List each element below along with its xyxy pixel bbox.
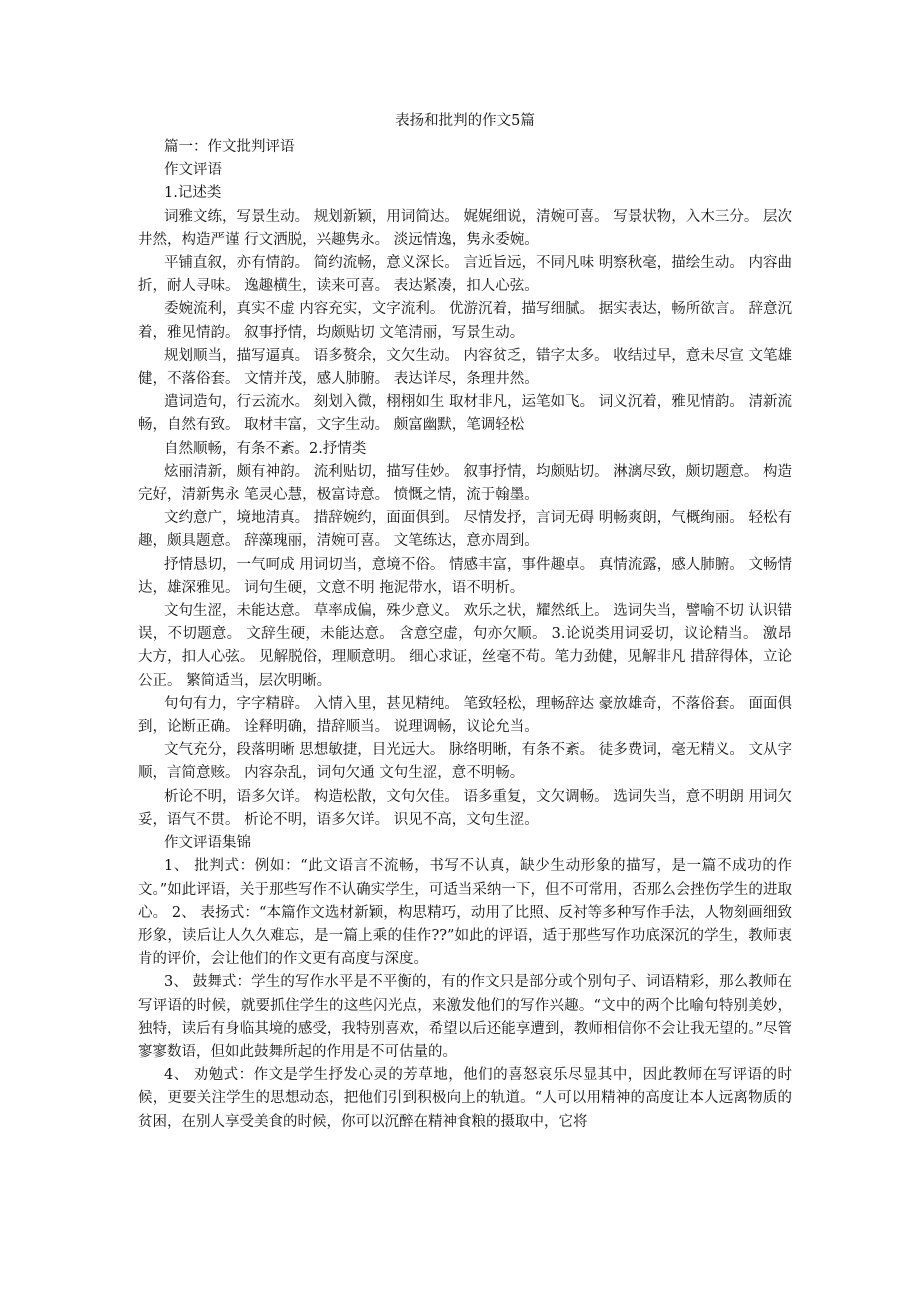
comment-paragraph: 文气充分，段落明晰 思想敏捷，目光远大。 脉络明晰，有条不紊。 徒多费词，毫无精义。 文从字顺，言简意赅。 内容杂乱，词句欠通 文句生涩，意不明畅。 <box>138 742 792 782</box>
comment-paragraph: 句句有力，字字精辟。 入情入里，甚见精纯。 笔致轻松，理畅辞达 豪放雄奇，不落俗套。 面面俱到，论断正确。 诠释明确，措辞顺当。 说理调畅，议论允当。 <box>138 695 792 736</box>
comment-paragraph: 炫丽清新，颇有神韵。 流利贴切，描写佳妙。 叙事抒情，均颇贴切。 淋漓尽致，颇切题意。 构造完好，清新隽永 笔灵心慧，极富诗意。 愤慨之情，流于翰墨。 <box>138 463 792 504</box>
comment-paragraph: 遣词造句，行云流水。 刻划入微，栩栩如生 取材非凡，运笔如飞。 词义沉着，雅见情韵。 清新流畅，自然有致。 取材丰富，文字生动。 颇富幽默，笔调轻松 <box>138 394 792 434</box>
collection-paragraph: 1、 批判式：例如：“此文语言不流畅，书写不认真，缺少生动形象的描写，是一篇不成功的作文。”如此评语，关于那些写作不认确实学生，可适当采纳一下，但不可常用，否那么会挫伤学生的进取心。 2、 表扬式：“本篇作文选材新颖，构思精巧，动用了比照、反衬等多种写作手法，人物刻画细致形象，读后让人久久难忘，是一篇上乘的佳作??”如此的评语，适于那些写作功底深沉的学生，教师衷肯的评价，会让他们的作文更有高度与深度。 <box>138 858 792 968</box>
comment-paragraph: 文约意广，境地清真。 措辞婉约，面面俱到。 尽情发抒，言词无碍 明畅爽朗，气概绚丽。 轻松有趣，颇具题意。 辞藻瑰丽，清婉可喜。 文笔练达，意亦周到。 <box>138 510 792 550</box>
section-heading-comments: 作文评语 <box>164 162 222 179</box>
subsection-heading-narrative: 1.记述类 <box>164 185 222 202</box>
comment-paragraph: 析论不明，语多欠详。 构造松散，文句欠佳。 语多重复，文欠调畅。 选词失当，意不明朗 用词欠妥，语气不贯。 析论不明，语多欠详。 识见不高，文句生涩。 <box>138 788 792 828</box>
comment-paragraph: 委婉流利，真实不虚 内容充实，文字流利。 优游沉着，描写细腻。 据实表达，畅所欲言。 辞意沉着，雅见情韵。 叙事抒情，均颇贴切 文笔清丽，写景生动。 <box>138 301 792 341</box>
comment-paragraph: 抒情恳切，一气呵成 用词切当，意境不俗。 情感丰富，事件趣卓。 真情流露，感人肺腑。 文畅情达，雄深雅见。 词句生硬，文意不明 拖泥带水，语不明析。 <box>138 556 792 596</box>
collection-paragraph: 3、 鼓舞式：学生的写作水平是不平衡的，有的作文只是部分或个别句子、词语精彩，那么教师在写评语的时候，就要抓住学生的这些闪光点，来激发他们的写作兴趣。“文中的两个比喻句特别美妙，独特，读后有身临其境的感受，我特别喜欢，希望以后还能享遭到，教师相信你不会让我无望的。”尽管寥寥数语，但如此鼓舞所起的作用是不可估量的。 <box>138 974 792 1060</box>
comment-paragraph: 平铺直叙，亦有情韵。 简约流畅，意义深长。 言近旨远，不同凡味 明察秋毫，描绘生动。 内容曲折，耐人寻味。 逸趣横生，读来可喜。 表达紧凑，扣人心弦。 <box>138 255 792 295</box>
comment-paragraph: 规划顺当，描写逼真。 语多赘余，文欠生动。 内容贫乏，错字太多。 收结过早，意未尽宣 文笔雄健，不落俗套。 文情并茂，感人肺腑。 表达详尽，条理井然。 <box>138 347 792 388</box>
section-heading-collection: 作文评语集锦 <box>164 835 251 852</box>
comment-paragraph: 词雅文练，写景生动。 规划新颖，用词简达。 娓娓细说，清婉可喜。 写景状物，入木三分。 层次井然，构造严谨 行文洒脱，兴趣隽永。 淡远情逸，隽永委婉。 <box>138 208 792 248</box>
document-title: 表扬和批判的作文5篇 <box>395 113 535 129</box>
comment-paragraph: 自然顺畅，有条不紊。2.抒情类 <box>164 440 367 457</box>
comment-paragraph: 文句生涩，未能达意。 草率成偏，殊少意义。 欢乐之状，耀然纸上。 选词失当，譬喻不切 认识错误，不切题意。 文辞生硬，未能达意。 含意空虚，句亦欠顺。 3.论说类用词妥切，议论精当。 激昂大方，扣人心弦。 见解脱俗，理顺意明。 细心求证，丝毫不苟。笔力劲健，见解非凡 措辞得体，立论公正。 繁简适当，层次明晰。 <box>138 603 792 689</box>
collection-paragraph: 4、 劝勉式：作文是学生抒发心灵的芳草地，他们的喜怒哀乐尽显其中，因此教师在写评语的时候，更要关注学生的思想动态，把他们引到积极向上的轨道。“人可以用精神的高度让本人远离物质的贫困，在别人享受美食的时候，你可以沉醉在精神食粮的摄取中，它将 <box>138 1067 792 1130</box>
part-heading: 篇一：作文批判评语 <box>164 139 295 155</box>
